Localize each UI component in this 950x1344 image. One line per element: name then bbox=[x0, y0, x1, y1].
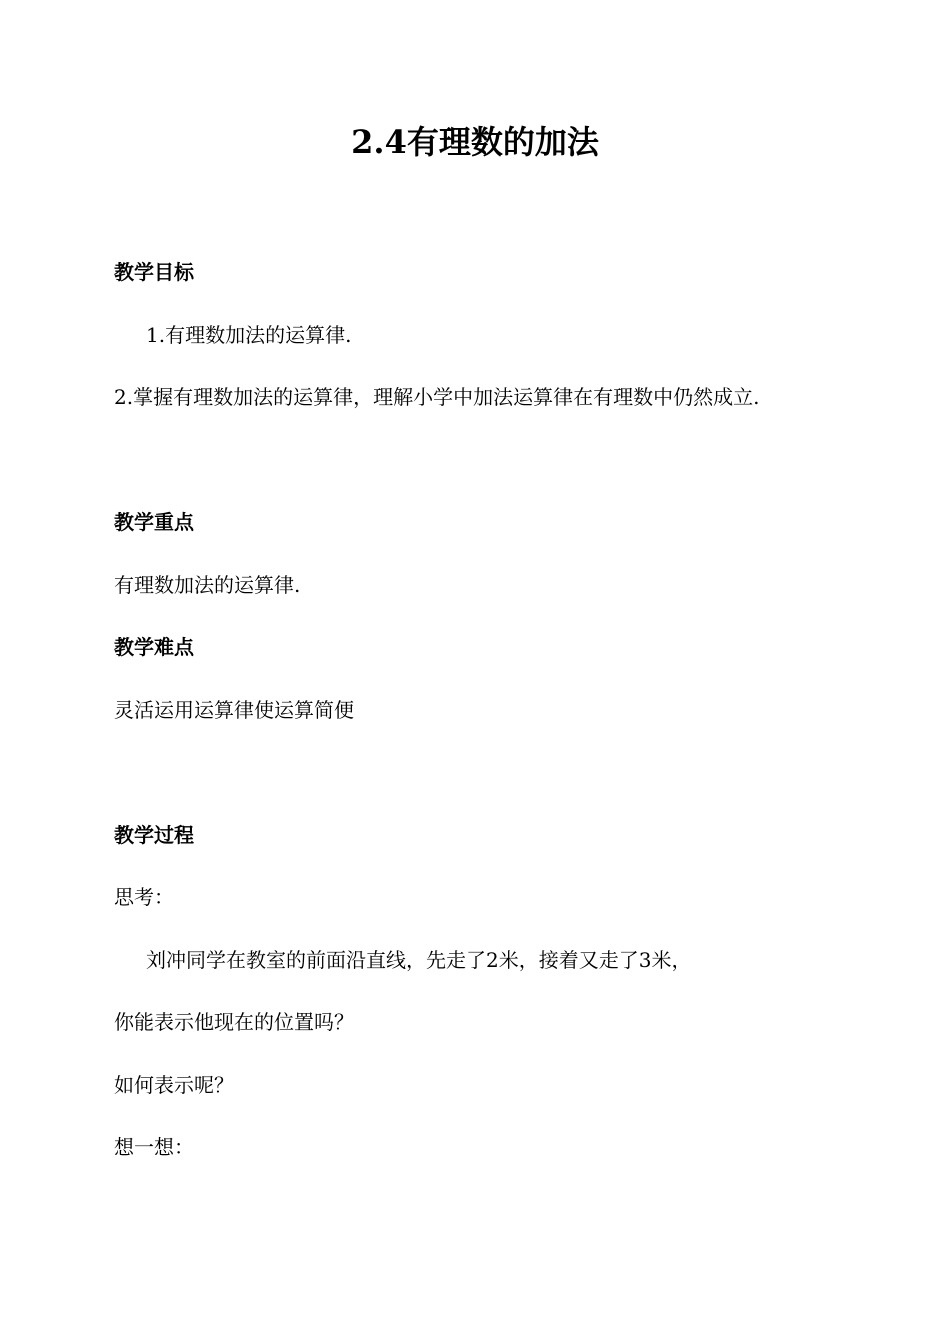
objective-item-2: 2.掌握有理数加法的运算律，理解小学中加法运算律在有理数中仍然成立. bbox=[114, 385, 760, 409]
document-title: 2.4有理数的加法 bbox=[351, 123, 599, 161]
difficulties-text: 灵活运用运算律使运算简便 bbox=[114, 698, 354, 722]
objective-item-1: 1.有理数加法的运算律. bbox=[146, 323, 352, 347]
reflect-label: 想一想： bbox=[114, 1135, 194, 1159]
question-text: 如何表示呢？ bbox=[114, 1073, 234, 1097]
think-label: 思考： bbox=[114, 885, 174, 909]
difficulties-heading: 教学难点 bbox=[114, 635, 194, 659]
key-points-heading: 教学重点 bbox=[114, 510, 194, 534]
scenario-line-2: 你能表示他现在的位置吗？ bbox=[114, 1010, 354, 1034]
objectives-heading: 教学目标 bbox=[114, 260, 194, 284]
process-heading: 教学过程 bbox=[114, 823, 194, 847]
key-points-text: 有理数加法的运算律. bbox=[114, 573, 301, 597]
scenario-line-1: 刘冲同学在教室的前面沿直线，先走了2米，接着又走了3米， bbox=[146, 948, 692, 972]
